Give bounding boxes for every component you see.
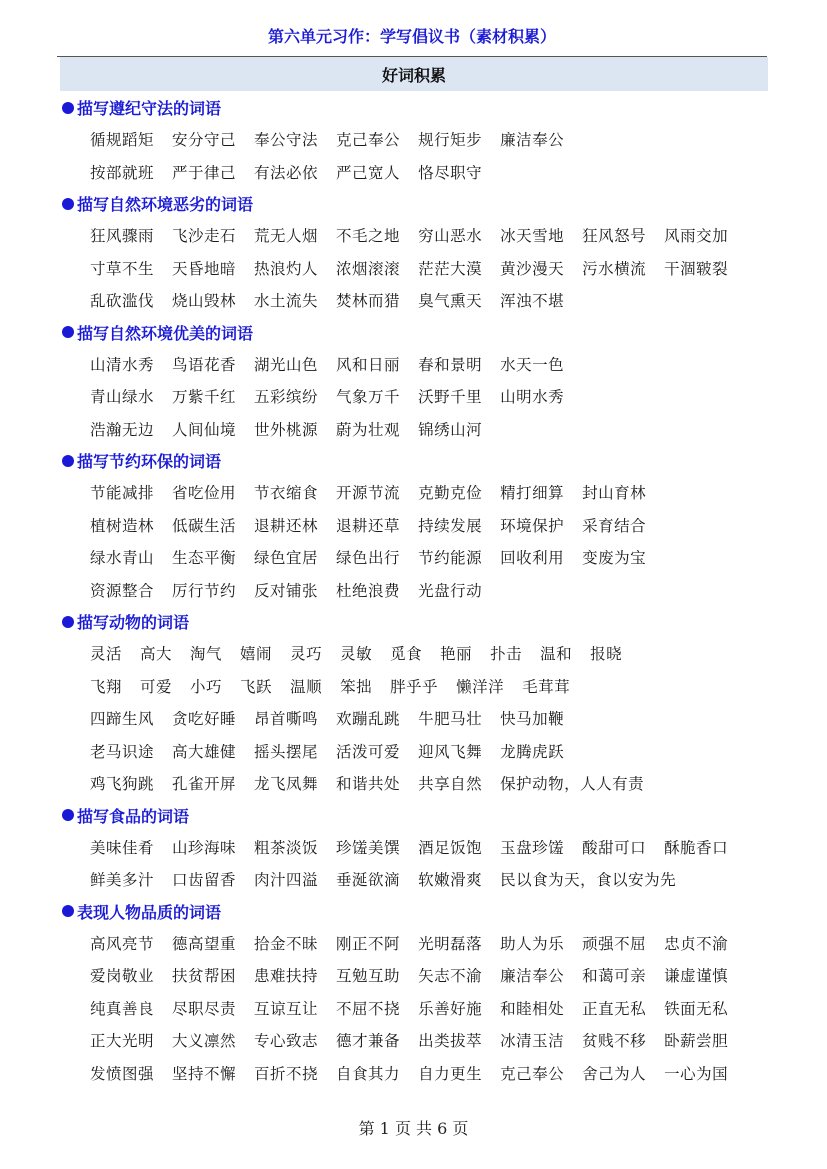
word-item: 和谐共处 bbox=[336, 775, 401, 794]
word-item: 可爱 bbox=[140, 677, 173, 696]
word-item: 酒足饭饱 bbox=[418, 838, 483, 857]
word-item: 循规蹈矩 bbox=[90, 131, 155, 150]
word-row bbox=[60, 767, 780, 800]
word-sections bbox=[60, 92, 780, 1089]
word-item: 和睦相处 bbox=[500, 999, 565, 1018]
bullet-icon bbox=[62, 102, 74, 114]
word-item: 蔚为壮观 bbox=[336, 420, 401, 439]
word-item: 高大 bbox=[140, 645, 173, 664]
word-row bbox=[60, 1024, 780, 1057]
word-item: 臭气熏天 bbox=[418, 292, 483, 311]
word-item: 谦虚谨慎 bbox=[664, 967, 729, 986]
section-heading-text: 描写食品的词语 bbox=[77, 806, 190, 826]
bullet-icon bbox=[62, 455, 74, 467]
word-item: 报晓 bbox=[590, 645, 623, 664]
section-heading bbox=[60, 92, 780, 123]
word-item: 焚林而猎 bbox=[336, 292, 401, 311]
bullet-icon bbox=[62, 326, 74, 338]
section-heading bbox=[60, 445, 780, 476]
word-row bbox=[60, 1057, 780, 1090]
word-item: 四蹄生风 bbox=[90, 710, 155, 729]
word-item: 鲜美多汁 bbox=[90, 871, 155, 890]
word-item: 反对铺张 bbox=[254, 581, 319, 600]
word-item: 退耕还林 bbox=[254, 516, 319, 535]
word-row bbox=[60, 702, 780, 735]
word-item: 拾金不昧 bbox=[254, 934, 319, 953]
word-item: 小巧 bbox=[190, 677, 223, 696]
word-item: 封山育林 bbox=[582, 484, 647, 503]
word-row bbox=[60, 574, 780, 607]
word-item: 寸草不生 bbox=[90, 259, 155, 278]
word-item: 口齿留香 bbox=[172, 871, 237, 890]
word-item: 植树造林 bbox=[90, 516, 155, 535]
word-item: 矢志不渝 bbox=[418, 967, 483, 986]
word-item: 纯真善良 bbox=[90, 999, 155, 1018]
bullet-icon bbox=[62, 616, 74, 628]
word-item: 觅食 bbox=[390, 645, 423, 664]
word-item: 回收利用 bbox=[500, 549, 565, 568]
word-item: 规行矩步 bbox=[418, 131, 483, 150]
word-item: 环境保护 bbox=[500, 516, 565, 535]
word-item: 冰天雪地 bbox=[500, 227, 565, 246]
word-item: 摇头摆尾 bbox=[254, 742, 319, 761]
word-item: 高大雄健 bbox=[172, 742, 237, 761]
word-row bbox=[60, 348, 780, 381]
word-item: 忠贞不渝 bbox=[664, 934, 729, 953]
word-item: 懒洋洋 bbox=[456, 677, 505, 696]
word-item: 孔雀开屏 bbox=[172, 775, 237, 794]
section-heading-text: 描写节约环保的词语 bbox=[77, 452, 222, 471]
word-item: 光明磊落 bbox=[418, 934, 483, 953]
word-item: 老马识途 bbox=[90, 742, 155, 761]
word-item: 飞翔 bbox=[90, 677, 123, 696]
word-row bbox=[60, 413, 780, 446]
word-item: 春和景明 bbox=[418, 355, 483, 374]
word-item: 有法必依 bbox=[254, 163, 319, 182]
word-item: 锦绣山河 bbox=[418, 420, 483, 439]
word-item: 气象万千 bbox=[336, 388, 401, 407]
word-item: 舍己为人 bbox=[582, 1064, 647, 1083]
word-item: 变废为宝 bbox=[582, 549, 647, 568]
word-item: 节衣缩食 bbox=[254, 484, 319, 503]
word-item: 奉公守法 bbox=[254, 131, 319, 150]
word-item: 贫贱不移 bbox=[582, 1032, 647, 1051]
word-item: 笨拙 bbox=[340, 677, 373, 696]
word-item: 自力更生 bbox=[418, 1064, 483, 1083]
word-item: 恪尽职守 bbox=[418, 163, 483, 182]
word-item: 龙腾虎跃 bbox=[500, 742, 565, 761]
word-item: 风和日丽 bbox=[336, 355, 401, 374]
document-title: 第六单元习作：学写倡议书（素材积累） bbox=[267, 27, 556, 46]
word-item: 黄沙漫天 bbox=[500, 259, 565, 278]
section-heading bbox=[60, 800, 780, 831]
word-item: 采育结合 bbox=[582, 516, 647, 535]
word-item: 不屈不挠 bbox=[336, 999, 401, 1018]
word-item: 精打细算 bbox=[500, 484, 565, 503]
word-item: 毛茸茸 bbox=[522, 677, 571, 696]
word-item: 和蔼可亲 bbox=[582, 967, 647, 986]
word-item: 德才兼备 bbox=[336, 1032, 401, 1051]
word-item: 贪吃好睡 bbox=[172, 710, 237, 729]
word-item: 穷山恶水 bbox=[418, 227, 483, 246]
section-heading-text: 表现人物品质的词语 bbox=[77, 902, 222, 922]
word-item: 青山绿水 bbox=[90, 388, 155, 407]
word-item: 铁面无私 bbox=[664, 999, 729, 1018]
section-heading-text: 描写动物的词语 bbox=[77, 613, 190, 632]
word-item: 淘气 bbox=[190, 645, 223, 664]
word-item: 美味佳肴 bbox=[90, 838, 155, 857]
section-heading bbox=[60, 896, 780, 927]
word-item: 专心致志 bbox=[254, 1032, 319, 1051]
word-item: 山明水秀 bbox=[500, 388, 565, 407]
word-row bbox=[60, 476, 780, 509]
page-number: 第 1 页 共 6 页 bbox=[358, 1119, 469, 1138]
word-item: 退耕还草 bbox=[336, 516, 401, 535]
word-row bbox=[60, 219, 780, 252]
word-row bbox=[60, 863, 780, 896]
word-item: 厉行节约 bbox=[172, 581, 237, 600]
word-item: 山珍海味 bbox=[172, 838, 237, 857]
word-item: 百折不挠 bbox=[254, 1064, 319, 1083]
word-item: 灵敏 bbox=[340, 645, 373, 664]
word-item: 飞沙走石 bbox=[172, 227, 237, 246]
word-item: 昂首嘶鸣 bbox=[254, 710, 319, 729]
word-item: 助人为乐 bbox=[500, 934, 565, 953]
page-header bbox=[57, 14, 767, 57]
word-item: 互勉互助 bbox=[336, 967, 401, 986]
word-item: 沃野千里 bbox=[418, 388, 483, 407]
word-row bbox=[60, 927, 780, 960]
word-item: 湖光山色 bbox=[254, 355, 319, 374]
word-item: 狂风骤雨 bbox=[90, 227, 155, 246]
word-item: 绿水青山 bbox=[90, 549, 155, 568]
word-item: 开源节流 bbox=[336, 484, 401, 503]
word-item: 软嫩滑爽 bbox=[418, 871, 483, 890]
word-item: 人间仙境 bbox=[172, 420, 237, 439]
bullet-icon bbox=[62, 198, 74, 210]
word-row bbox=[60, 123, 780, 156]
word-item: 正直无私 bbox=[582, 999, 647, 1018]
word-item: 高风亮节 bbox=[90, 934, 155, 953]
word-item: 绿色出行 bbox=[336, 549, 401, 568]
word-item: 不毛之地 bbox=[336, 227, 401, 246]
word-row bbox=[60, 637, 780, 670]
word-item: 飞跃 bbox=[240, 677, 273, 696]
word-item: 卧薪尝胆 bbox=[664, 1032, 729, 1051]
word-item: 大义凛然 bbox=[172, 1032, 237, 1051]
word-row bbox=[60, 959, 780, 992]
word-item: 水土流失 bbox=[254, 292, 319, 311]
word-item: 克己奉公 bbox=[336, 131, 401, 150]
word-item: 克勤克俭 bbox=[418, 484, 483, 503]
word-item: 冰清玉洁 bbox=[500, 1032, 565, 1051]
section-heading bbox=[60, 188, 780, 219]
word-item: 出类拔萃 bbox=[418, 1032, 483, 1051]
word-item: 荒无人烟 bbox=[254, 227, 319, 246]
word-item: 浑浊不堪 bbox=[500, 292, 565, 311]
word-item: 迎风飞舞 bbox=[418, 742, 483, 761]
word-item: 烧山毁林 bbox=[172, 292, 237, 311]
section-heading bbox=[60, 317, 780, 348]
word-item: 光盘行动 bbox=[418, 581, 483, 600]
bullet-icon bbox=[62, 809, 74, 821]
word-item: 灵巧 bbox=[290, 645, 323, 664]
word-item: 保护动物，人人有责 bbox=[500, 775, 645, 794]
word-item: 节能减排 bbox=[90, 484, 155, 503]
word-item: 资源整合 bbox=[90, 581, 155, 600]
word-item: 按部就班 bbox=[90, 163, 155, 182]
word-item: 德高望重 bbox=[172, 934, 237, 953]
word-item: 热浪灼人 bbox=[254, 259, 319, 278]
word-item: 安分守己 bbox=[172, 131, 237, 150]
word-item: 珍馐美馔 bbox=[336, 838, 401, 857]
word-item: 快马加鞭 bbox=[500, 710, 565, 729]
word-item: 乱砍滥伐 bbox=[90, 292, 155, 311]
word-row bbox=[60, 252, 780, 285]
word-item: 茫茫大漠 bbox=[418, 259, 483, 278]
word-item: 廉洁奉公 bbox=[500, 131, 565, 150]
word-item: 自食其力 bbox=[336, 1064, 401, 1083]
bullet-icon bbox=[62, 905, 74, 917]
word-item: 粗茶淡饭 bbox=[254, 838, 319, 857]
word-item: 酥脆香口 bbox=[664, 838, 729, 857]
section-heading-text: 描写遵纪守法的词语 bbox=[77, 99, 222, 118]
word-item: 刚正不阿 bbox=[336, 934, 401, 953]
word-item: 世外桃源 bbox=[254, 420, 319, 439]
word-item: 风雨交加 bbox=[664, 227, 729, 246]
word-item: 欢蹦乱跳 bbox=[336, 710, 401, 729]
word-item: 节约能源 bbox=[418, 549, 483, 568]
word-item: 发愤图强 bbox=[90, 1064, 155, 1083]
word-item: 爱岗敬业 bbox=[90, 967, 155, 986]
word-item: 低碳生活 bbox=[172, 516, 237, 535]
word-item: 正大光明 bbox=[90, 1032, 155, 1051]
word-item: 五彩缤纷 bbox=[254, 388, 319, 407]
word-item: 扶贫帮困 bbox=[172, 967, 237, 986]
section-heading-text: 描写自然环境恶劣的词语 bbox=[77, 195, 254, 214]
banner-title: 好词积累 bbox=[381, 65, 446, 85]
section-banner bbox=[60, 57, 768, 91]
word-item: 酸甜可口 bbox=[582, 838, 647, 857]
word-item: 水天一色 bbox=[500, 355, 565, 374]
word-item: 玉盘珍馐 bbox=[500, 838, 565, 857]
word-item: 省吃俭用 bbox=[172, 484, 237, 503]
page-footer bbox=[0, 1116, 827, 1139]
word-item: 严己宽人 bbox=[336, 163, 401, 182]
word-row bbox=[60, 380, 780, 413]
word-item: 嬉闹 bbox=[240, 645, 273, 664]
word-item: 一心为国 bbox=[664, 1064, 729, 1083]
word-item: 垂涎欲滴 bbox=[336, 871, 401, 890]
word-row bbox=[60, 156, 780, 189]
word-item: 患难扶持 bbox=[254, 967, 319, 986]
word-item: 廉洁奉公 bbox=[500, 967, 565, 986]
word-item: 鸡飞狗跳 bbox=[90, 775, 155, 794]
word-item: 牛肥马壮 bbox=[418, 710, 483, 729]
word-item: 万紫千红 bbox=[172, 388, 237, 407]
word-item: 浓烟滚滚 bbox=[336, 259, 401, 278]
word-row bbox=[60, 541, 780, 574]
section-heading-text: 描写自然环境优美的词语 bbox=[77, 323, 254, 343]
word-item: 天昏地暗 bbox=[172, 259, 237, 278]
word-item: 互谅互让 bbox=[254, 999, 319, 1018]
word-row bbox=[60, 284, 780, 317]
word-item: 干涸皲裂 bbox=[664, 259, 729, 278]
word-item: 温和 bbox=[540, 645, 573, 664]
word-row bbox=[60, 735, 780, 768]
word-item: 污水横流 bbox=[582, 259, 647, 278]
word-item: 狂风怒号 bbox=[582, 227, 647, 246]
word-item: 活泼可爱 bbox=[336, 742, 401, 761]
word-row bbox=[60, 670, 780, 703]
word-item: 灵活 bbox=[90, 645, 123, 664]
word-item: 扑击 bbox=[490, 645, 523, 664]
word-item: 浩瀚无边 bbox=[90, 420, 155, 439]
word-item: 顽强不屈 bbox=[582, 934, 647, 953]
word-item: 温顺 bbox=[290, 677, 323, 696]
word-item: 龙飞凤舞 bbox=[254, 775, 319, 794]
word-item: 胖乎乎 bbox=[390, 677, 439, 696]
word-item: 绿色宜居 bbox=[254, 549, 319, 568]
section-heading bbox=[60, 606, 780, 637]
word-item: 山清水秀 bbox=[90, 355, 155, 374]
word-item: 民以食为天，食以安为先 bbox=[500, 871, 677, 890]
word-item: 共享自然 bbox=[418, 775, 483, 794]
word-row bbox=[60, 831, 780, 864]
word-item: 持续发展 bbox=[418, 516, 483, 535]
word-item: 乐善好施 bbox=[418, 999, 483, 1018]
word-item: 鸟语花香 bbox=[172, 355, 237, 374]
word-item: 严于律己 bbox=[172, 163, 237, 182]
word-item: 艳丽 bbox=[440, 645, 473, 664]
word-item: 杜绝浪费 bbox=[336, 581, 401, 600]
word-item: 肉汁四溢 bbox=[254, 871, 319, 890]
word-item: 尽职尽责 bbox=[172, 999, 237, 1018]
word-item: 克己奉公 bbox=[500, 1064, 565, 1083]
word-item: 坚持不懈 bbox=[172, 1064, 237, 1083]
word-item: 生态平衡 bbox=[172, 549, 237, 568]
word-row bbox=[60, 509, 780, 542]
word-row bbox=[60, 992, 780, 1025]
